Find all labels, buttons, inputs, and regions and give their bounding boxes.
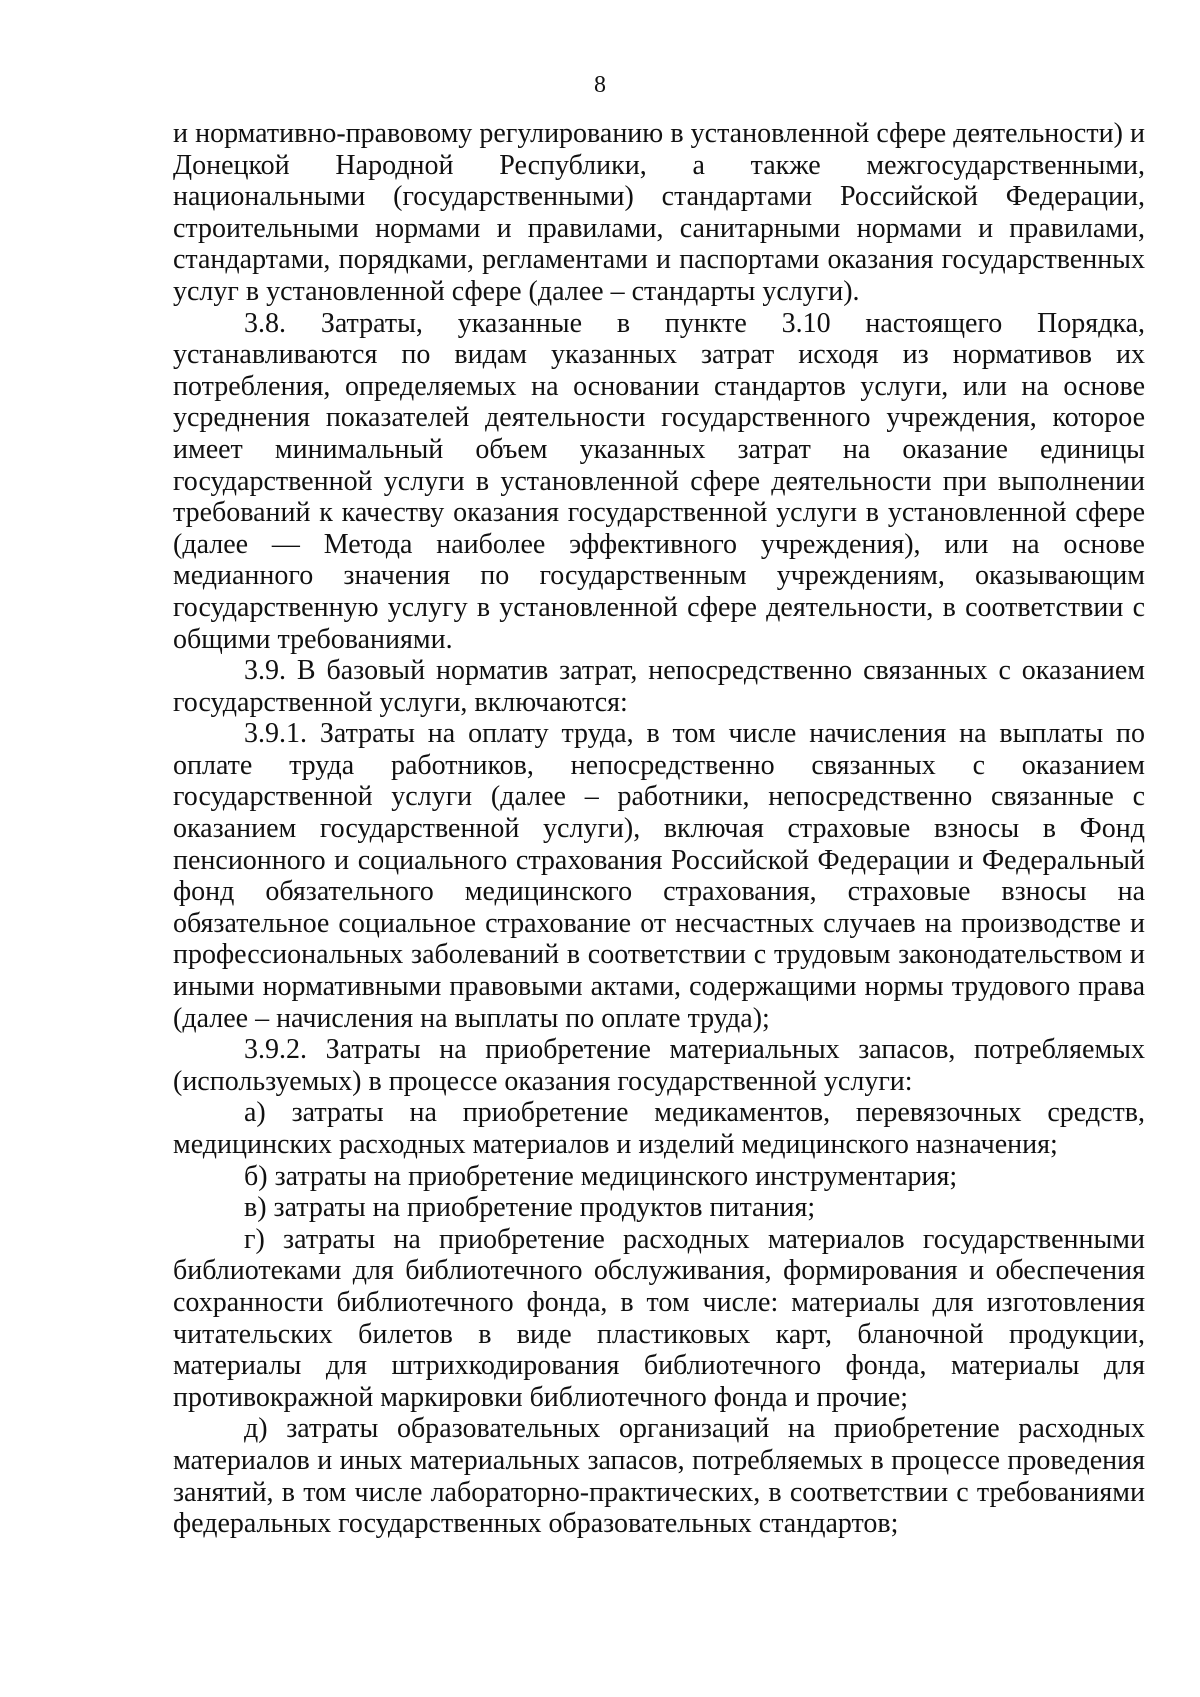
document-body [173,118,1145,1540]
list-item-g: г) затраты на приобретение расходных материалов государственными библиотеками для библиотечного обслуживания, формирования и обеспечения сохранности библиотечного фонда, в том числе: материалы для изготовления читательских билетов в виде пластиковых карт, бланочной продукции, материалы для штрихкодирования библиотечного фонда, материалы для противокражной маркировки библиотечного фонда и прочие; [173,1223,1145,1413]
list-item-b: б) затраты на приобретение медицинского инструментария; [244,1160,958,1192]
paragraph-3-9-1: 3.9.1. Затраты на оплату труда, в том числе начисления на выплаты по оплате труда работников, непосредственно связанных с оказанием государственной услуги (далее – работники, непосредственно связанные с оказанием государственной услуги), включая страховые взносы в Фонд пенсионного и социального страхования Российской Федерации и Федеральный фонд обязательного медицинского страхования, страховые взносы на обязательное социальное страхование от несчастных случаев на производстве и профессиональных заболеваний в соответствии с трудовым законодательством и иными нормативными правовыми актами, содержащими нормы трудового права (далее – начисления на выплаты по оплате труда); [173,718,1145,1034]
paragraph-continuation: и нормативно-правовому регулированию в установленной сфере деятельности) и Донецкой Народной Республики, а также межгосударственными, национальными (государственными) стандартами Российской Федерации, строительными нормами и правилами, санитарными нормами и правилами, стандартами, порядками, регламентами и паспортами оказания государственных услуг в установленной сфере (далее – стандарты услуги). [173,118,1145,307]
list-item-a: а) затраты на приобретение медикаментов, перевязочных средств, медицинских расходных материалов и изделий медицинского назначения; [173,1097,1145,1160]
paragraph-3-9-2: 3.9.2. Затраты на приобретение материальных запасов, потребляемых (используемых) в процессе оказания государственной услуги: [173,1034,1145,1097]
list-item-d: д) затраты образовательных организаций на приобретение расходных материалов и иных материальных запасов, потребляемых в процессе проведения занятий, в том числе лабораторно-практических, в соответствии с требованиями федеральных государственных образовательных стандартов; [173,1413,1145,1540]
paragraph-3-9: 3.9. В базовый норматив затрат, непосредственно связанных с оказанием государственной услуги, включаются: [173,655,1145,718]
page-number: 8 [594,72,606,98]
list-item-v: в) затраты на приобретение продуктов питания; [244,1192,816,1224]
paragraph-3-8: 3.8. Затраты, указанные в пункте 3.10 настоящего Порядка, устанавливаются по видам указанных затрат исходя из нормативов их потребления, определяемых на основании стандартов услуги, или на основе усреднения показателей деятельности государственного учреждения, которое имеет минимальный объем указанных затрат на оказание единицы государственной услуги в установленной сфере деятельности при выполнении требований к качеству оказания государственной услуги в установленной сфере (далее — Метода наиболее эффективного учреждения), или на основе медианного значения по государственным учреждениям, оказывающим государственную услугу в установленной сфере деятельности, в соответствии с общими требованиями. [173,307,1145,655]
